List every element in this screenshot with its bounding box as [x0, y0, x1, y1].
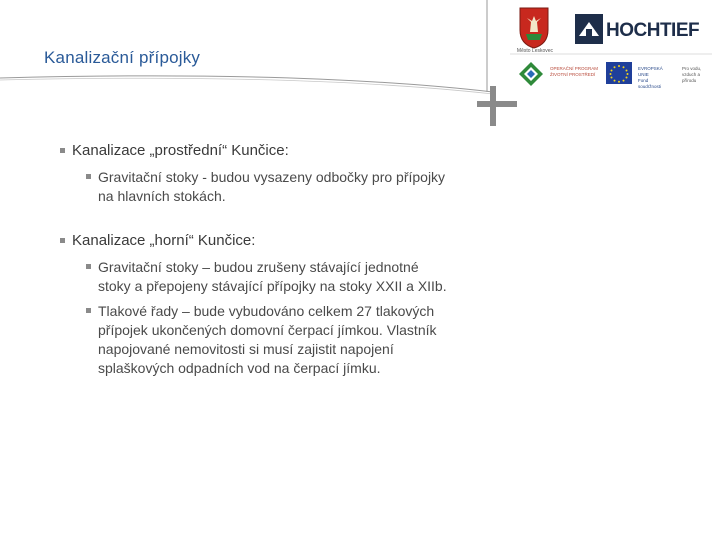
section-heading-text: Kanalizace „prostřední“ Kunčice:	[72, 142, 289, 159]
square-bullet-icon	[60, 148, 65, 153]
list-item	[86, 302, 450, 378]
slide-title: Kanalizační přípojky	[44, 48, 201, 67]
plus-icon	[477, 86, 517, 126]
square-bullet-icon	[86, 174, 91, 179]
hochtief-logo-icon	[575, 14, 603, 44]
square-bullet-icon	[86, 308, 91, 313]
square-bullet-icon	[86, 264, 91, 269]
section-heading-text: Kanalizace „horní“ Kunčice:	[72, 232, 256, 249]
city-caption: Město Leskovec	[516, 48, 554, 54]
list-item-text: Gravitační stoky - budou vysazeny odbočky pro přípojky na hlavních stokách.	[98, 169, 446, 204]
eu-text	[638, 66, 672, 90]
list-item	[86, 168, 450, 206]
section-heading	[60, 142, 450, 160]
square-bullet-icon	[60, 238, 65, 243]
eu-union-label: EVROPSKÁ UNIE	[638, 66, 663, 77]
city-crest-icon	[516, 6, 552, 50]
list-item	[86, 258, 450, 296]
list-item-text: Gravitační stoky – budou zrušeny stávající jednotné stoky a přepojeny stávající přípojky na stoky XXII a XIIb.	[98, 259, 447, 294]
op-zp-text: OPERAČNÍ PROGRAM ŽIVOTNÍ PROSTŘEDÍ	[550, 66, 599, 77]
op-zp-logo-icon	[517, 60, 545, 88]
slide-content	[60, 142, 450, 384]
section-heading	[60, 232, 450, 250]
eu-motto: Pro vodu, vzduch a přírodu	[682, 66, 702, 83]
list-item-text: Tlakové řady – bude vybudováno celkem 27 tlakových přípojek ukončených domovní čerpací jímkou. Vlastník napojované nemovitosti si musí zajistit napojení splaškových odpadních vod na čerpací jímku.	[98, 303, 437, 376]
eu-fund-label: Fond soudržnosti	[638, 78, 662, 89]
eu-flag-icon	[606, 62, 632, 84]
header-curve-line-2	[0, 78, 493, 94]
hochtief-logo-text: HOCHTIEF	[606, 20, 700, 41]
